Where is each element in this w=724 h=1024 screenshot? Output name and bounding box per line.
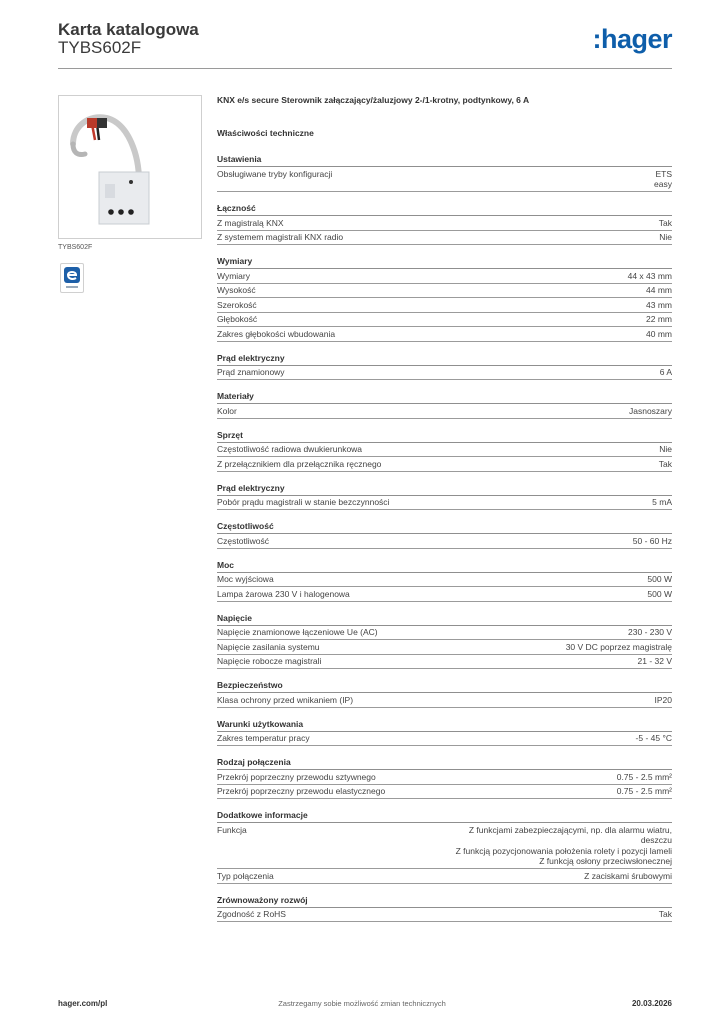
spec-label: Obsługiwane tryby konfiguracji: [217, 168, 333, 179]
spec-section: [217, 894, 672, 923]
spec-value-line: 44 mm: [646, 285, 672, 295]
spec-value: [267, 300, 672, 311]
spec-row: [217, 573, 672, 588]
spec-value-line: 43 mm: [646, 299, 672, 310]
spec-value-line: Z zaciskami śrubowymi: [584, 870, 672, 881]
spec-label: Głębokość: [217, 314, 258, 324]
product-title: KNX e/s secure Sterownik załączający/żaluzjowy 2-/1-krotny, podtynkowy, 6 A: [217, 95, 530, 105]
spec-section: [217, 520, 672, 549]
section-heading: Rodzaj połączenia: [217, 756, 672, 770]
section-heading: Wymiary: [217, 255, 672, 269]
spec-row: [217, 496, 672, 511]
spec-value: [345, 329, 672, 340]
spec-value-line: Z funkcjami zabezpieczającymi, np. dla alarmu wiatru,: [468, 824, 672, 835]
spec-value: [260, 271, 672, 282]
logo-text: hager: [600, 24, 672, 54]
spec-value: [360, 589, 672, 600]
spec-value-line: 40 mm: [646, 328, 672, 339]
spec-value-line: IP20: [654, 694, 672, 705]
section-heading: Moc: [217, 559, 672, 573]
spec-label: Napięcie zasilania systemu: [217, 641, 320, 652]
spec-row: [217, 823, 672, 869]
spec-value-line: 50 - 60 Hz: [632, 535, 672, 546]
spec-value: [331, 656, 672, 667]
spec-section: [217, 718, 672, 747]
spec-value-line: 6 A: [659, 367, 672, 377]
spec-row: [217, 693, 672, 708]
spec-section: [217, 559, 672, 602]
spec-value: [267, 314, 672, 325]
spec-label: Wysokość: [217, 285, 256, 295]
spec-value-line: Z funkcją osłony przeciwsłonecznej: [539, 856, 672, 866]
spec-label: Zgodność z RoHS: [217, 909, 286, 919]
product-image: [58, 95, 202, 239]
spec-value: [391, 459, 672, 470]
spec-value: [399, 497, 672, 508]
spec-label: Napięcie robocze magistrali: [217, 656, 322, 666]
properties-sections: [217, 153, 672, 922]
image-caption: TYBS602F: [58, 244, 93, 251]
spec-value-line: 21 - 32 V: [637, 656, 672, 666]
spec-value-line: 5 mA: [652, 497, 672, 507]
spec-section: [217, 390, 672, 419]
spec-label: Zakres temperatur pracy: [217, 733, 310, 743]
spec-value: [257, 825, 672, 867]
footer-date: 20.03.2026: [631, 999, 672, 1008]
section-heading: Napięcie: [217, 612, 672, 626]
spec-value: [395, 786, 672, 797]
section-heading: Dodatkowe informacje: [217, 809, 672, 823]
spec-row: [217, 216, 672, 231]
spec-row: [217, 269, 672, 284]
spec-value-line: 22 mm: [646, 314, 672, 324]
spec-label: Przekrój poprzeczny przewodu elastycznego: [217, 786, 386, 796]
spec-value-line: 0.75 - 2.5 mm²: [616, 786, 672, 796]
spec-value: [386, 772, 672, 783]
spec-value-line: easy: [654, 179, 672, 189]
spec-section: [217, 612, 672, 670]
spec-value-line: Tak: [658, 458, 672, 469]
properties-title: Właściwości techniczne: [217, 128, 314, 138]
spec-value: [266, 285, 672, 296]
spec-section: [217, 429, 672, 472]
spec-value: [247, 406, 672, 417]
spec-value-line: -5 - 45 °C: [635, 733, 672, 743]
section-heading: Ustawienia: [217, 153, 672, 167]
spec-row: [217, 298, 672, 313]
spec-label: Prąd znamionowy: [217, 367, 285, 377]
spec-label: Częstotliwość: [217, 535, 269, 546]
spec-label: Przekrój poprzeczny przewodu sztywnego: [217, 771, 376, 782]
header-divider: [58, 68, 672, 69]
spec-label: Klasa ochrony przed wnikaniem (IP): [217, 694, 354, 705]
spec-value-line: deszczu: [640, 835, 672, 845]
spec-row: [217, 626, 672, 641]
footer-disclaimer: Zastrzegamy sobie możliwość zmian technicznych: [278, 999, 446, 1008]
content-area: [217, 95, 672, 922]
spec-row: [217, 327, 672, 342]
spec-label: Zakres głębokości wbudowania: [217, 328, 336, 339]
spec-label: Z magistralą KNX: [217, 217, 284, 228]
spec-value-line: 500 W: [647, 574, 672, 584]
spec-value: [284, 871, 672, 882]
spec-value-line: Nie: [659, 232, 672, 242]
spec-value-line: ETS: [655, 168, 672, 179]
section-heading: Łączność: [217, 202, 672, 216]
spec-value-line: 44 x 43 mm: [627, 270, 672, 281]
hager-logo: :hager: [592, 24, 672, 54]
spec-row: [217, 640, 672, 655]
spec-section: [217, 255, 672, 342]
spec-row: [217, 457, 672, 472]
spec-label: Z systemem magistrali KNX radio: [217, 232, 344, 242]
spec-row: [217, 231, 672, 246]
spec-section: [217, 153, 672, 192]
spec-section: [217, 482, 672, 511]
page-title: Karta katalogowa: [58, 20, 199, 39]
spec-label: Z przełącznikiem dla przełącznika ręcznego: [217, 458, 382, 469]
spec-value: [320, 733, 672, 744]
spec-value: [284, 574, 672, 585]
spec-value: [372, 444, 672, 455]
spec-label: Funkcja: [217, 824, 247, 835]
section-heading: Zrównoważony rozwój: [217, 894, 672, 908]
spec-value-line: 230 - 230 V: [628, 627, 672, 637]
spec-label: Częstotliwość radiowa dwukierunkowa: [217, 444, 363, 454]
section-heading: Bezpieczeństwo: [217, 679, 672, 693]
spec-label: Lampa żarowa 230 V i halogenowa: [217, 588, 350, 599]
spec-section: [217, 679, 672, 708]
product-code-header: TYBS602F: [58, 38, 142, 57]
spec-row: [217, 284, 672, 299]
spec-value: [363, 695, 672, 706]
spec-value-line: Z funkcją pozycjonowania położenia rolety i pozycji lameli: [455, 845, 672, 856]
spec-label: Kolor: [217, 405, 237, 416]
spec-label: Pobór prądu magistrali w stanie bezczynności: [217, 497, 390, 507]
spec-section: [217, 352, 672, 381]
spec-label: Szerokość: [217, 299, 257, 310]
spec-value: [330, 642, 672, 653]
spec-value: [295, 367, 672, 378]
spec-row: [217, 869, 672, 884]
spec-value-line: Tak: [658, 217, 672, 228]
spec-row: [217, 908, 672, 923]
spec-row: [217, 167, 672, 192]
spec-value: [279, 536, 672, 547]
spec-label: Napięcie znamionowe łączeniowe Ue (AC): [217, 627, 378, 637]
spec-value: [388, 627, 672, 638]
spec-row: [217, 443, 672, 458]
section-heading: Sprzęt: [217, 429, 672, 443]
spec-value: [294, 218, 672, 229]
section-heading: Warunki użytkowania: [217, 718, 672, 732]
spec-row: [217, 732, 672, 747]
spec-row: [217, 366, 672, 381]
easy-badge-icon: [60, 263, 84, 293]
spec-row: [217, 785, 672, 800]
spec-value: [296, 909, 672, 920]
spec-value: [342, 169, 672, 190]
spec-row: [217, 404, 672, 419]
spec-section: [217, 202, 672, 245]
spec-row: [217, 587, 672, 602]
spec-row: [217, 770, 672, 785]
footer-website: hager.com/pl: [58, 999, 108, 1008]
spec-section: [217, 809, 672, 884]
spec-value-line: Nie: [659, 444, 672, 454]
spec-label: Wymiary: [217, 270, 250, 281]
spec-row: [217, 655, 672, 670]
spec-label: Moc wyjściowa: [217, 574, 274, 584]
spec-section: [217, 756, 672, 799]
spec-value: [353, 232, 672, 243]
section-heading: Prąd elektryczny: [217, 352, 672, 366]
section-heading: Częstotliwość: [217, 520, 672, 534]
spec-row: [217, 313, 672, 328]
section-heading: Prąd elektryczny: [217, 482, 672, 496]
spec-row: [217, 534, 672, 549]
spec-value-line: 30 V DC poprzez magistralę: [565, 641, 672, 652]
spec-value-line: 500 W: [647, 588, 672, 599]
spec-value-line: 0.75 - 2.5 mm²: [616, 771, 672, 782]
spec-label: Typ połączenia: [217, 870, 274, 881]
spec-value-line: Tak: [658, 909, 672, 919]
spec-value-line: Jasnoszary: [629, 405, 672, 416]
section-heading: Materiały: [217, 390, 672, 404]
